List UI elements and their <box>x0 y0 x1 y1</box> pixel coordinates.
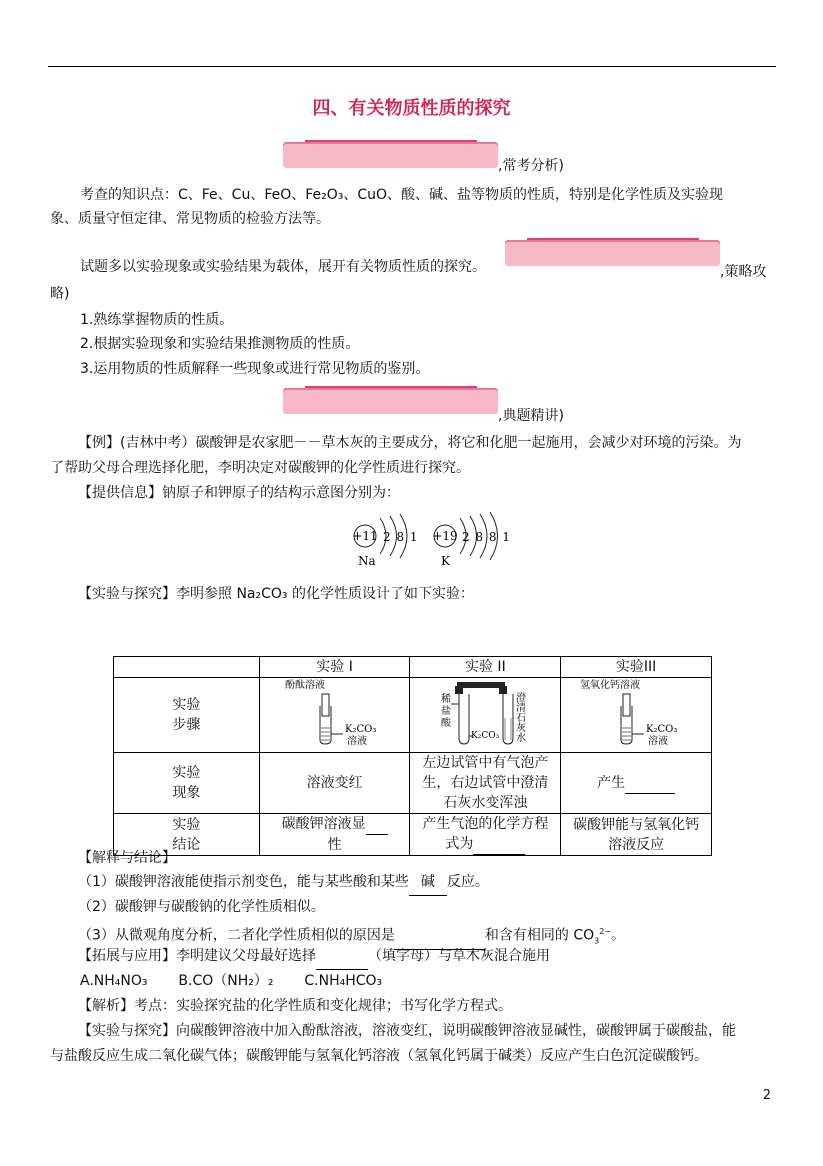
section-tag-2-cont: 略) <box>50 286 70 302</box>
exp1-conclusion: 碳酸钾溶液显 性 <box>259 814 410 856</box>
table-header-row <box>114 657 712 678</box>
section-ribbon-1 <box>283 142 498 168</box>
test-tube-diagram-3 <box>566 678 706 746</box>
sodium-atom <box>352 514 418 568</box>
na-symbol: Na <box>358 554 376 568</box>
option-c: C.NH₄HCO₃ <box>304 973 383 989</box>
svg-text:澄清石灰水: 澄清石灰水 <box>513 692 525 742</box>
option-a: A.NH₄NO₃ <box>80 973 148 989</box>
answer-line-1: 【实验与探究】向碳酸钾溶液中加入酚酞溶液，溶液变红，说明碳酸钾溶液显碱性，碳酸钾属于碳酸盐，能 <box>78 1023 736 1039</box>
section-tag-2: ,策略攻 <box>720 264 767 280</box>
answer-blank-equation[interactable] <box>473 834 525 855</box>
exp3-conclusion: 碳酸钾能与氢氧化钙 溶液反应 <box>561 814 712 856</box>
strategy-intro: 试题多以实验现象或实验结果为载体，展开有关物质性质的探究。 <box>80 259 486 275</box>
example-line-1: 【例】(吉林中考）碳酸钾是农家肥－－草木灰的主要成分，将它和化肥一起施用，会减少对环境的污染。为 <box>78 435 742 451</box>
answer-blank-precipitate[interactable] <box>625 773 675 794</box>
potassium-atom <box>432 512 511 568</box>
test-tube-diagram-1 <box>265 678 405 746</box>
section-tag-1: ,常考分析) <box>498 158 564 174</box>
exp1-phenomenon: 溶液变红 <box>259 753 410 814</box>
strategy-item-3: 3.运用物质的性质解释一些现象或进行常见物质的鉴别。 <box>80 361 430 377</box>
extend-line: 【拓展与应用】李明建议父母最好选择 （填字母）与草木灰混合施用 <box>78 944 550 970</box>
row-label-phenomena: 实验 现象 <box>114 753 260 814</box>
na-nucleus: +11 <box>352 529 378 543</box>
table-row-conclusion <box>114 814 712 856</box>
k-symbol: K <box>441 554 450 568</box>
page-title: 四、有关物质性质的探究 <box>312 98 511 119</box>
svg-text:氢氧化钙溶液: 氢氧化钙溶液 <box>580 680 641 691</box>
table-header-blank <box>114 657 260 678</box>
analysis-line-1: 考查的知识点：C、Fe、Cu、FeO、Fe₂O₃、CuO、酸、碱、盐等物质的性质，特别是化学性质及实验现 <box>80 187 724 203</box>
analysis-line-2: 象、质量守恒定律、常见物质的检验方法等。 <box>50 211 330 227</box>
interpret-heading: 【解释与结论】 <box>78 850 176 866</box>
table-header-exp2: 实验 II <box>410 657 561 678</box>
interpret-item-3: （3）从微观角度分析，二者化学性质相似的原因是 和含有相同的 $CO_3^{2-}$。 <box>78 919 625 953</box>
exp2-apparatus <box>410 678 561 753</box>
table-header-exp3: 实验III <box>561 657 712 678</box>
section-tag-3: ,典题精讲) <box>498 408 564 424</box>
svg-text:K₂CO₃: K₂CO₃ <box>344 724 376 735</box>
experiment-table <box>113 656 712 856</box>
strategy-item-2: 2.根据实验现象和实验结果推测物质的性质。 <box>80 336 360 352</box>
table-row-phenomena <box>114 753 712 814</box>
svg-text:K₂CO₃: K₂CO₃ <box>646 724 678 735</box>
svg-text:盐: 盐 <box>441 706 452 717</box>
option-b: B.CO（NH₂）₂ <box>178 973 274 989</box>
page-number: 2 <box>762 1088 771 1103</box>
svg-text:溶液: 溶液 <box>648 736 669 746</box>
row-label-steps: 实验 步骤 <box>114 678 260 753</box>
svg-text:酸: 酸 <box>441 718 452 729</box>
info-line: 【提供信息】钠原子和钾原子的结构示意图分别为： <box>78 485 400 501</box>
strategy-item-1: 1.熟练掌握物质的性质。 <box>80 312 234 328</box>
options-line <box>80 969 382 994</box>
svg-text:稀: 稀 <box>441 694 452 705</box>
section-ribbon-2 <box>505 240 720 266</box>
explore-line: 【实验与探究】李明参照 Na₂CO₃ 的化学性质设计了如下实验： <box>78 586 474 602</box>
answer-blank-choice[interactable] <box>316 944 368 970</box>
interpret-item-1: （1）碳酸钾溶液能使指示剂变色，能与某些酸和某些 碱 反应。 <box>78 870 489 896</box>
exp3-apparatus <box>561 678 712 753</box>
svg-text:溶液: 溶液 <box>346 736 367 746</box>
table-row-steps <box>114 678 712 753</box>
answer-blank-property[interactable] <box>366 814 388 835</box>
answer-blank-base[interactable]: 碱 <box>409 870 447 896</box>
table-header-exp1: 实验 I <box>259 657 410 678</box>
row-label-conclusion: 实验 结论 <box>114 814 260 856</box>
exp2-phenomenon: 左边试管中有气泡产 生，右边试管中澄清 石灰水变浑浊 <box>410 753 561 814</box>
exp3-phenomenon: 产生 <box>561 753 712 814</box>
section-ribbon-3 <box>283 388 498 414</box>
k-shells: 2 8 8 1 <box>462 530 511 544</box>
interpret-item-2: （2）碳酸钾与碳酸钠的化学性质相似。 <box>78 899 325 915</box>
exp2-conclusion: 产生气泡的化学方程 式为 <box>410 814 561 856</box>
example-line-2: 了帮助父母合理选择化肥，李明决定对碳酸钾的化学性质进行探究。 <box>50 460 470 476</box>
svg-text:K₂CO₃: K₂CO₃ <box>471 731 500 741</box>
answer-line-2: 与盐酸反应生成二氧化碳气体；碳酸钾能与氢氧化钙溶液（氢氧化钙属于碱类）反应产生白色沉淀碳酸钙。 <box>50 1048 708 1064</box>
na-shells: 2 8 1 <box>383 530 419 544</box>
svg-text:酚酞溶液: 酚酞溶液 <box>284 680 325 691</box>
analysis-heading: 【解析】考点：实验探究盐的化学性质和变化规律；书写化学方程式。 <box>78 998 512 1014</box>
gas-apparatus-diagram <box>415 678 555 746</box>
header-rule <box>48 66 776 67</box>
k-nucleus: +19 <box>432 529 458 543</box>
exp1-apparatus <box>259 678 410 753</box>
atom-diagram <box>340 510 520 570</box>
